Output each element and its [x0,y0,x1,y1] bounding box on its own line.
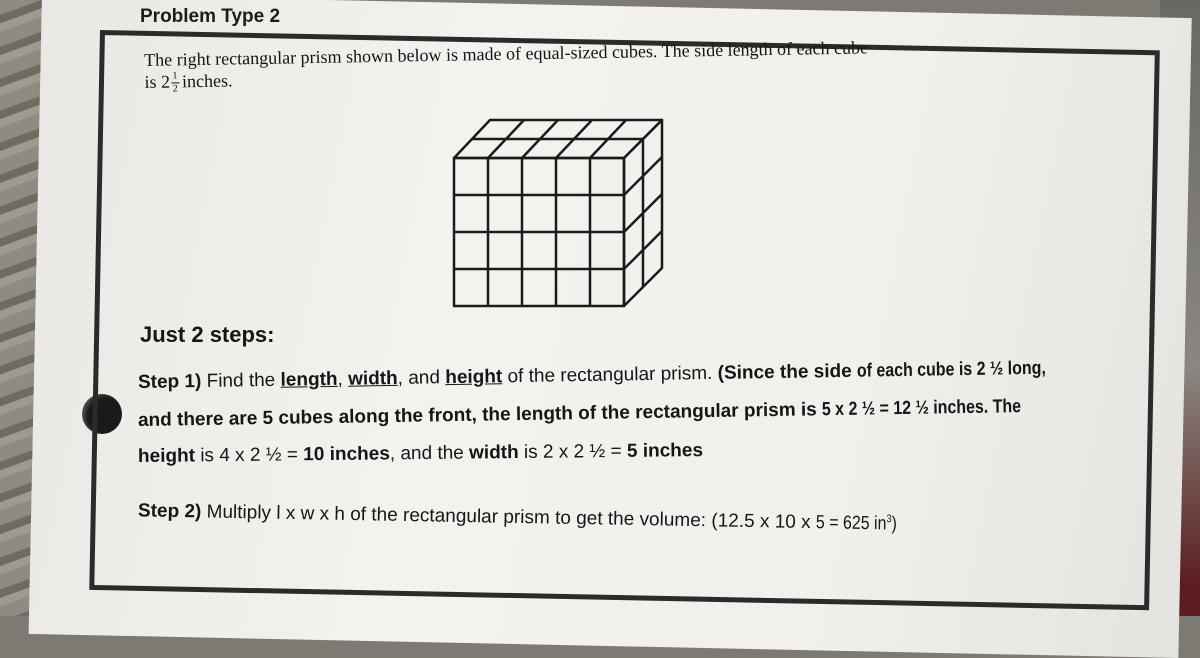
step1-length: length [280,368,338,391]
step2-label: Step 2) [137,500,202,523]
step1-paren-bold: (Since the side [717,360,852,384]
fraction-numerator: 1 [172,70,178,82]
step1-height-word: height [137,445,196,467]
fraction-denominator: 2 [172,83,178,95]
step1-paren-cond: of each cube is 2 ½ long, [856,357,1047,382]
step1-width-result: 5 inches [626,440,704,462]
problem-line-2-suffix: inches. [181,70,233,91]
side-grid [624,139,662,287]
step1-line3-mid: , and the [389,442,464,465]
step1-width: width [347,367,398,390]
top-grid [472,120,643,158]
step1-width-calc: is 2 x 2 ½ = [523,440,622,463]
step2-formula-a: (12.5 x 10 x [711,510,811,534]
problem-line-1: The right rectangular prism shown below is made of equal-sized cubes. The side length of each cube [144,37,869,70]
step1-text-d: of the rectangular prism. [507,362,713,388]
step1-text-a: Find the [206,369,276,392]
problem-line-2-prefix: is 2 [144,71,171,92]
problem-type-title: Problem Type 2 [140,6,281,27]
step1-height-calc: is 4 x 2 ½ = [200,444,299,467]
step2-formula-value: 5 = 625 in [815,512,887,535]
step1-width-word: width [468,442,519,464]
step2-formula-close: ) [891,513,898,535]
step2-formula-exponent: 3 [886,513,892,526]
step1-line2-text: and there are 5 cubes along the front, the length of the rectangular prism is [137,399,817,431]
step1-label: Step 1) [137,371,202,393]
step2-formula-b [816,512,897,536]
step1-line2-cond: 5 x 2 ½ = 12 ½ inches. The [821,396,1022,421]
step1-text-c: , and [397,367,441,389]
prism-figure [448,112,678,312]
step1-height: height [445,366,503,389]
front-grid [454,158,624,306]
steps-heading: Just 2 steps: [140,322,275,347]
step2-text: Multiply l x w x h of the rectangular prism to get the volume: [206,501,707,532]
mixed-fraction [171,71,179,94]
step1-text-b: , [337,368,343,390]
step1-height-result: 10 inches [303,443,390,466]
